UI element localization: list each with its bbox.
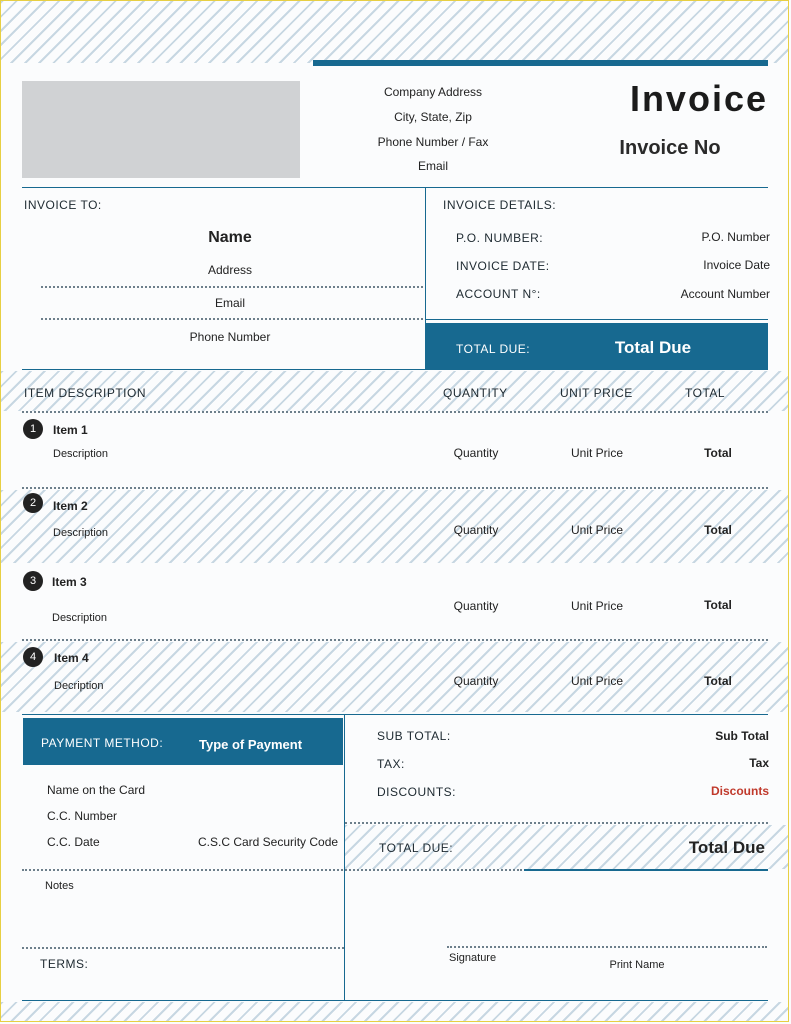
print-name-label: Print Name xyxy=(609,959,665,971)
billing-bottom-line xyxy=(22,369,426,370)
company-email: Email xyxy=(417,159,448,173)
item-total: Total xyxy=(704,598,732,612)
items-bottom-line xyxy=(22,714,768,715)
item-number-badge: 4 xyxy=(23,647,43,667)
invoice-date-label: INVOICE DATE: xyxy=(456,259,550,273)
total-due-label: TOTAL DUE: xyxy=(456,342,531,356)
sub-total-label: SUB TOTAL: xyxy=(377,729,451,743)
item-description: Description xyxy=(52,612,108,624)
bill-to-address: Address xyxy=(207,263,253,277)
discounts-label: DISCOUNTS: xyxy=(377,785,457,799)
item-name: Item 1 xyxy=(53,423,88,437)
csc-label: C.S.C Card Security Code xyxy=(198,835,339,849)
page-bottom-line xyxy=(22,1000,768,1001)
discounts-value: Discounts xyxy=(710,784,769,798)
company-phone: Phone Number / Fax xyxy=(377,135,489,149)
item-unit-price: Unit Price xyxy=(570,523,623,537)
invoice-number: Invoice No xyxy=(619,137,721,159)
total-due-underline xyxy=(524,869,768,871)
details-divider xyxy=(426,319,768,320)
bill-to-name: Name xyxy=(208,229,252,246)
payment-method-value: Type of Payment xyxy=(199,737,303,752)
company-city: City, State, Zip xyxy=(394,110,472,124)
notes-label: Notes xyxy=(45,880,74,892)
item-description: Description xyxy=(53,448,109,460)
item-row-hatch xyxy=(1,642,788,712)
header-accent-bar xyxy=(313,60,768,66)
account-number-value: Account Number xyxy=(680,287,770,301)
invoice-to-heading: INVOICE TO: xyxy=(24,198,102,212)
item-total: Total xyxy=(704,446,732,460)
divider-dotted xyxy=(41,318,423,320)
payment-method-label: PAYMENT METHOD: xyxy=(41,736,164,750)
company-address: Company Address xyxy=(383,85,483,99)
divider-dotted xyxy=(22,869,522,871)
signature-line xyxy=(447,946,767,948)
divider-dotted xyxy=(22,639,768,641)
col-header-total: TOTAL xyxy=(685,386,726,400)
total-due-value: Total Due xyxy=(614,338,692,357)
invoice-title: Invoice xyxy=(629,78,768,119)
invoice-details-heading: INVOICE DETAILS: xyxy=(443,198,557,212)
item-description: Description xyxy=(53,527,109,539)
item-row-hatch xyxy=(1,490,788,563)
summary-total-due-label: TOTAL DUE: xyxy=(379,841,454,855)
po-number-label: P.O. NUMBER: xyxy=(456,231,544,245)
divider-dotted xyxy=(22,487,768,489)
item-unit-price: Unit Price xyxy=(570,599,623,613)
col-header-description: ITEM DESCRIPTION xyxy=(24,386,147,400)
header-divider xyxy=(22,187,768,188)
divider-dotted xyxy=(22,411,768,413)
bill-to-phone: Phone Number xyxy=(189,330,271,344)
cc-number-label: C.C. Number xyxy=(47,809,118,823)
signature-label: Signature xyxy=(449,952,497,964)
item-quantity: Quantity xyxy=(453,674,499,688)
top-hatch-band xyxy=(1,1,788,63)
item-unit-price: Unit Price xyxy=(570,446,623,460)
tax-label: TAX: xyxy=(377,757,405,771)
item-number-badge: 3 xyxy=(23,571,43,591)
account-number-label: ACCOUNT N°: xyxy=(456,287,541,301)
item-quantity: Quantity xyxy=(453,446,499,460)
divider-dotted xyxy=(345,822,768,824)
item-name: Item 4 xyxy=(54,651,89,665)
divider-dotted xyxy=(41,286,423,288)
col-header-unit-price: UNIT PRICE xyxy=(560,386,633,400)
cc-date-label: C.C. Date xyxy=(47,835,100,849)
item-total: Total xyxy=(704,674,732,688)
item-unit-price: Unit Price xyxy=(570,674,623,688)
item-description: Decription xyxy=(54,680,104,692)
summary-total-due-value: Total Due xyxy=(688,838,765,857)
sub-total-value: Sub Total xyxy=(715,729,769,743)
terms-label: TERMS: xyxy=(40,957,89,971)
invoice-date-value: Invoice Date xyxy=(703,258,770,272)
tax-value: Tax xyxy=(749,756,769,770)
item-name: Item 2 xyxy=(53,499,88,513)
item-name: Item 3 xyxy=(52,575,87,589)
item-total: Total xyxy=(704,523,732,537)
po-number-value: P.O. Number xyxy=(701,230,770,244)
col-header-quantity: QUANTITY xyxy=(443,386,508,400)
bill-to-email: Email xyxy=(214,296,245,310)
logo-placeholder xyxy=(22,81,300,178)
item-quantity: Quantity xyxy=(453,523,499,537)
card-name-label: Name on the Card xyxy=(47,783,146,797)
divider-dotted xyxy=(22,947,344,949)
bottom-hatch-band xyxy=(1,1002,788,1021)
item-number-badge: 1 xyxy=(23,419,43,439)
item-number-badge: 2 xyxy=(23,493,43,513)
item-quantity: Quantity xyxy=(453,599,499,613)
